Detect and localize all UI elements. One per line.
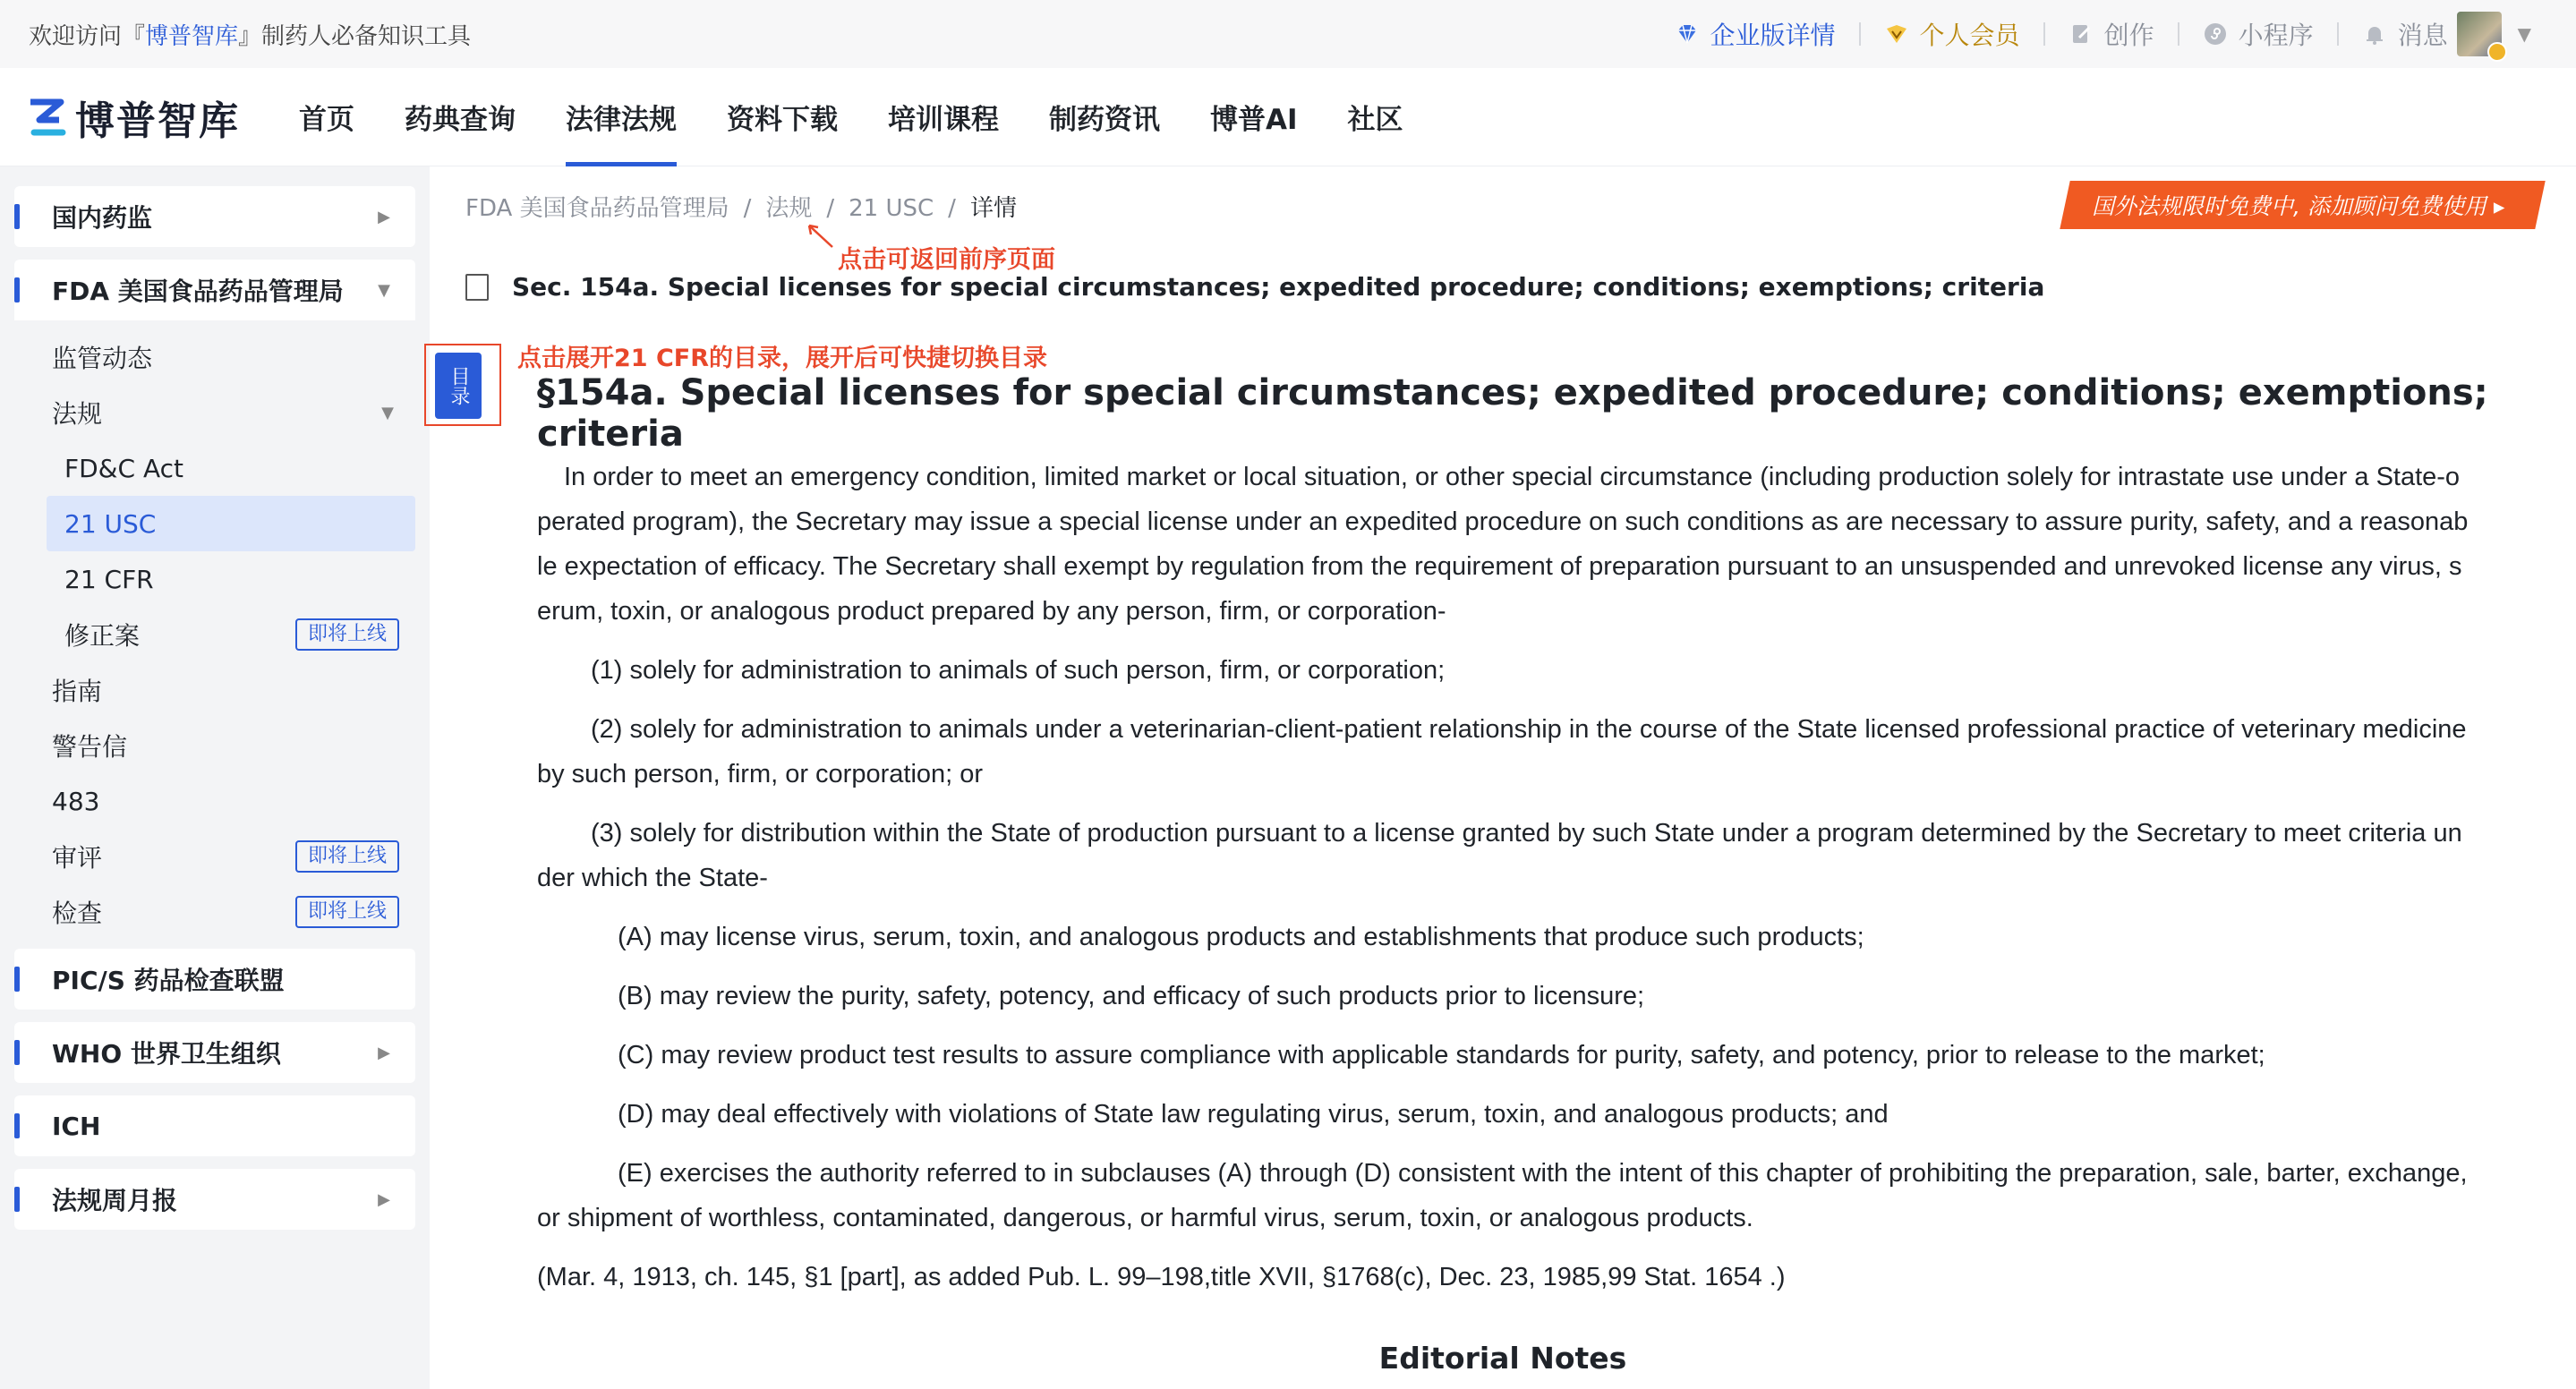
breadcrumb-separator: / <box>826 195 835 222</box>
sidebar-item-483[interactable] <box>14 773 415 829</box>
sidebar-item-inspection[interactable] <box>14 884 415 940</box>
coming-soon-badge: 即将上线 <box>295 840 399 873</box>
sidebar-group-weekly[interactable] <box>14 1169 415 1230</box>
top-bar <box>0 0 2576 68</box>
coming-soon-badge: 即将上线 <box>295 896 399 928</box>
group-label: WHO 世界卫生组织 <box>52 1039 281 1069</box>
breadcrumb-regulations[interactable]: 法规 <box>765 195 813 222</box>
paragraph-a: (A) may license virus, serum, toxin, and analogous products and establishments that produce such products; <box>618 923 1864 951</box>
paragraph-1: (1) solely for administration to animals of such person, firm, or corporation; <box>591 656 1446 685</box>
chevron-right-icon: ▶ <box>378 207 390 226</box>
item-label: 21 USC <box>64 508 157 539</box>
paragraph-source: (Mar. 4, 1913, ch. 145, §1 [part], as added Pub. L. 99–198,title XVII, §1768(c), Dec. 23, 1985,99 Stat. 1654 .) <box>537 1263 1786 1291</box>
document-icon <box>465 274 489 301</box>
welcome-prefix: 欢迎访问『 <box>29 22 146 50</box>
promo-banner[interactable] <box>2060 181 2546 229</box>
logo[interactable] <box>27 89 240 146</box>
vip-badge-icon <box>2487 42 2507 62</box>
nav-home[interactable]: 首页 <box>299 104 354 136</box>
edit-icon <box>2068 21 2094 47</box>
enterprise-label: 企业版详情 <box>1710 21 1836 50</box>
item-label: 警告信 <box>52 732 128 762</box>
nav-community[interactable]: 社区 <box>1347 104 1403 136</box>
editorial-notes-heading: Editorial Notes <box>1378 1341 1627 1376</box>
welcome-text <box>29 18 471 51</box>
breadcrumb-fda[interactable]: FDA 美国食品药品管理局 <box>465 195 729 222</box>
item-label: 修正案 <box>64 621 141 651</box>
sidebar-item-21-cfr[interactable] <box>47 551 415 607</box>
vip-icon <box>1884 21 1909 47</box>
enterprise-link[interactable] <box>1675 16 1836 52</box>
sidebar-item-regulations[interactable] <box>14 385 415 440</box>
breadcrumb-21-usc[interactable]: 21 USC <box>849 195 934 222</box>
chevron-down-icon: ▼ <box>378 280 390 300</box>
group-label: 国内药监 <box>52 203 153 233</box>
sidebar-group-who[interactable] <box>14 1022 415 1083</box>
nav-downloads[interactable]: 资料下载 <box>727 104 838 136</box>
section-heading: §154a. Special licenses for special circumstances; expedited procedure; conditions; exemptions; criteria <box>537 372 2488 455</box>
logo-icon <box>27 97 66 138</box>
promo-label: 国外法规限时免费中, 添加顾问免费使用 ▸ <box>2091 193 2504 219</box>
nav-ai[interactable]: 博普AI <box>1210 104 1298 136</box>
toc-button[interactable]: 目录 <box>435 353 482 419</box>
welcome-suffix: 』制药人必备知识工具 <box>238 22 472 50</box>
paragraph-intro: In order to meet an emergency condition, limited market or local situation, or other special circumstance (including production solely for intrastate use under a State-operated program), the Secretary may issue a special license under an expedited procedure on such conditions as are necessary to assure purity, safety, and a reasonable expectation of efficacy. The Secretary shall exempt by regulation from the requirement of preparation pursuant to an unsuspended and unrevoked license any virus, serum, toxin, or analogous product prepared by any person, firm, or corporation- <box>537 463 2469 626</box>
avatar[interactable] <box>2457 12 2502 56</box>
breadcrumb-separator: / <box>948 195 956 222</box>
item-label: 483 <box>52 786 100 816</box>
bell-icon <box>2362 21 2387 47</box>
sidebar-item-warning-letters[interactable] <box>14 718 415 773</box>
annotation-toc: 点击展开21 CFR的目录，展开后可快捷切换目录 <box>517 345 1048 372</box>
divider <box>2337 22 2339 46</box>
sidebar <box>0 166 430 1389</box>
sidebar-item-fdc-act[interactable] <box>47 440 415 496</box>
group-label: 法规周月报 <box>52 1186 178 1215</box>
regulations-submenu <box>47 440 415 662</box>
toc-highlight <box>424 344 501 426</box>
divider <box>2043 22 2045 46</box>
item-label: 21 CFR <box>64 564 154 594</box>
section-body <box>537 455 2470 1314</box>
divider <box>1859 22 1861 46</box>
group-label: ICH <box>52 1111 101 1141</box>
main-content <box>430 166 2576 1389</box>
sidebar-item-dynamics[interactable] <box>14 329 415 385</box>
sidebar-group-domestic[interactable] <box>14 186 415 247</box>
logo-text: 博普智库 <box>75 98 240 144</box>
miniprogram-link[interactable] <box>2203 16 2314 52</box>
paragraph-2: (2) solely for administration to animals under a veterinarian-client-patient relationship in the course of the State licensed professional practice of veterinary medicine by such person, firm, or corporation; or <box>537 715 2467 788</box>
create-label: 创作 <box>2103 21 2154 50</box>
group-label: FDA 美国食品药品管理局 <box>52 277 344 306</box>
nav-laws[interactable]: 法律法规 <box>566 68 677 166</box>
paragraph-d: (D) may deal effectively with violations of State law regulating virus, serum, toxin, and analogous products; and <box>618 1100 1889 1129</box>
divider <box>2178 22 2179 46</box>
sidebar-item-guidance[interactable] <box>14 662 415 718</box>
item-label: 检查 <box>52 899 103 928</box>
paragraph-e: (E) exercises the authority referred to in subclauses (A) through (D) consistent with the intent of this chapter of prohibiting the preparation, sale, barter, exchange, or shipment of worthless, contaminated, dangerous, or harmful virus, serum, toxin, or analogous products. <box>537 1159 2468 1232</box>
messages-link[interactable] <box>2362 16 2448 52</box>
item-label: 法规 <box>52 399 103 429</box>
diamond-icon <box>1675 21 1700 47</box>
miniprogram-icon <box>2203 21 2228 47</box>
breadcrumb-current: 详情 <box>969 195 1017 222</box>
breadcrumb-separator: / <box>743 195 752 222</box>
sidebar-group-ich[interactable] <box>14 1095 415 1156</box>
group-label: PIC/S 药品检查联盟 <box>52 966 285 995</box>
member-label: 个人会员 <box>1919 21 2020 50</box>
member-link[interactable] <box>1884 16 2020 52</box>
sidebar-item-review[interactable] <box>14 829 415 884</box>
chevron-right-icon: ▶ <box>378 1189 390 1209</box>
chevron-right-icon: ▶ <box>378 1043 390 1062</box>
item-label: 审评 <box>52 843 103 873</box>
sidebar-group-fda[interactable] <box>14 260 415 320</box>
nav-news[interactable]: 制药资讯 <box>1049 104 1160 136</box>
chevron-down-icon[interactable]: ▼ <box>2517 23 2531 45</box>
fda-submenu <box>14 320 415 940</box>
nav-pharmacopoeia[interactable]: 药典查询 <box>405 104 516 136</box>
main-nav <box>0 68 2576 166</box>
sidebar-item-amendments[interactable] <box>47 607 415 662</box>
create-link[interactable] <box>2068 16 2154 52</box>
annotation-arrow-icon <box>802 220 838 251</box>
document-title <box>465 272 2044 302</box>
messages-label: 消息 <box>2397 21 2448 50</box>
chevron-down-icon: ▼ <box>381 403 394 422</box>
paragraph-3: (3) solely for distribution within the State of production pursuant to a license granted by such State under a program determined by the Secretary to meet criteria under which the State- <box>537 819 2462 892</box>
item-label: 监管动态 <box>52 344 153 373</box>
document-title-text: Sec. 154a. Special licenses for special circumstances; expedited procedure; conditions; exemptions; criteria <box>512 272 2045 302</box>
paragraph-b: (B) may review the purity, safety, potency, and efficacy of such products prior to licensure; <box>618 982 1645 1010</box>
sidebar-item-21-usc[interactable] <box>47 496 415 551</box>
sidebar-group-pics[interactable] <box>14 949 415 1010</box>
breadcrumb <box>465 190 1017 223</box>
item-label: FD&C Act <box>64 453 183 483</box>
coming-soon-badge: 即将上线 <box>295 618 399 651</box>
annotation-back: 点击可返回前序页面 <box>838 246 1055 274</box>
brand-link[interactable]: 博普智库 <box>145 22 239 50</box>
item-label: 指南 <box>52 677 103 706</box>
nav-training[interactable]: 培训课程 <box>888 104 999 136</box>
paragraph-c: (C) may review product test results to assure compliance with applicable standards for purity, safety, and potency, prior to release to the market; <box>618 1041 2265 1069</box>
miniprogram-label: 小程序 <box>2238 21 2314 50</box>
